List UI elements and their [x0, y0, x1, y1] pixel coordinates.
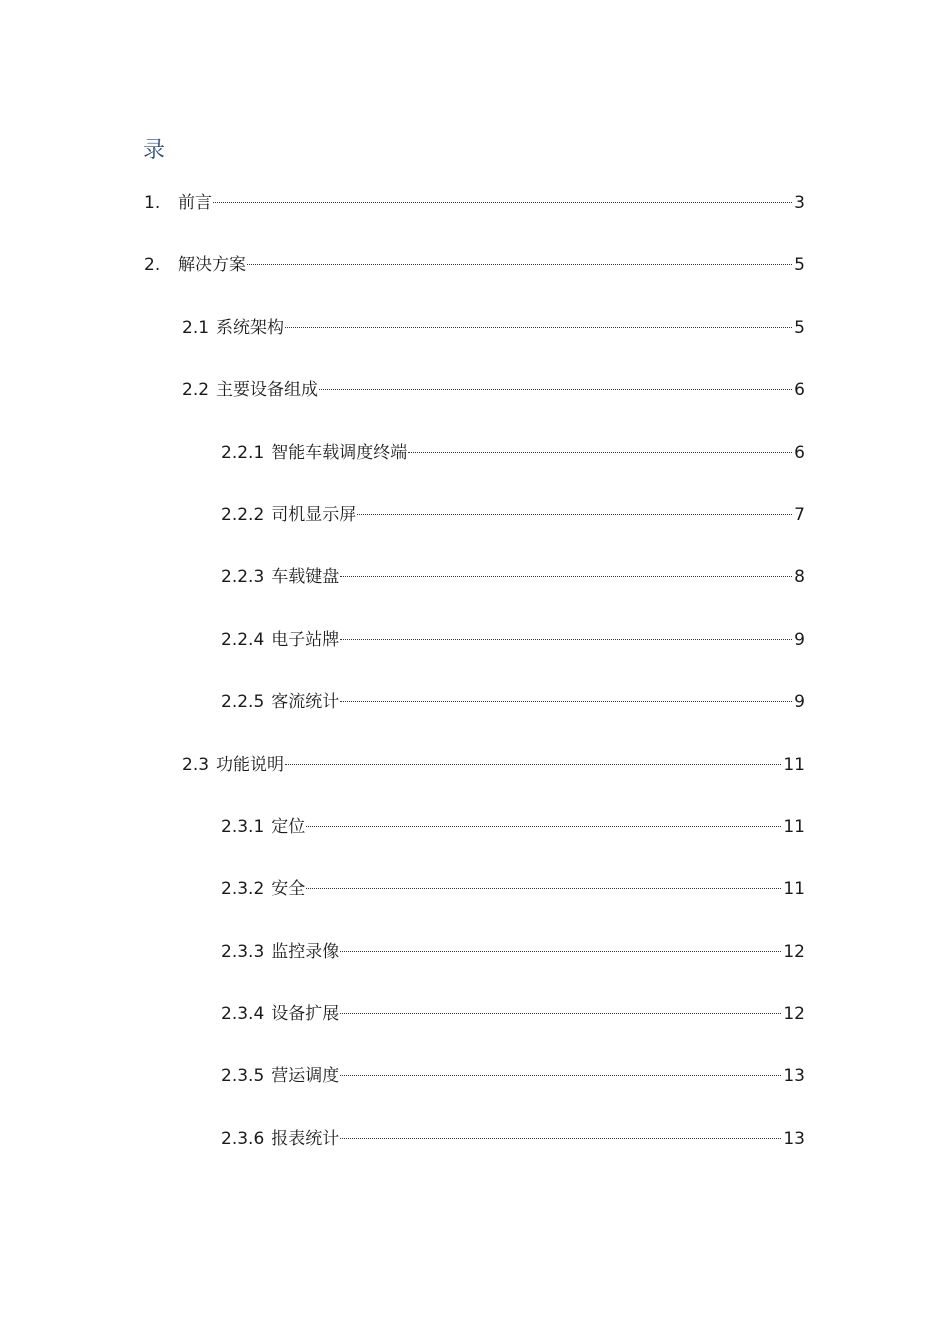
- toc-entry-page: 12: [783, 941, 805, 962]
- toc-entry-link[interactable]: [221, 1061, 805, 1091]
- toc-entry-page: 5: [794, 317, 805, 338]
- toc-entry-link[interactable]: [221, 625, 805, 655]
- toc-dot-leader: [285, 764, 781, 765]
- toc-entry-number: 2.2.5: [221, 692, 265, 713]
- toc-entry-link[interactable]: [221, 500, 805, 530]
- toc-entry-title: 营运调度: [271, 1066, 340, 1087]
- toc-entry-number: 2.3.3: [221, 941, 265, 962]
- toc-entry-title: 主要设备组成: [216, 380, 319, 401]
- toc-dot-leader: [340, 1075, 781, 1076]
- toc-entry-link[interactable]: [144, 188, 805, 218]
- toc-entry: [0, 375, 950, 437]
- toc-entry-number: 2.3: [182, 754, 210, 775]
- toc-entry: [0, 937, 950, 999]
- toc-dot-leader: [285, 327, 792, 328]
- toc-entry: [0, 999, 950, 1061]
- toc-entry: [0, 188, 950, 250]
- toc-entry: [0, 1124, 950, 1186]
- toc-entry-link[interactable]: [182, 313, 805, 343]
- toc-entry-number: 2.1: [182, 317, 210, 338]
- toc-dot-leader: [408, 452, 792, 453]
- toc-entry-link[interactable]: [221, 562, 805, 592]
- toc-entry-number: 2.2.1: [221, 442, 265, 463]
- toc-entry-link[interactable]: [221, 937, 805, 967]
- toc-entry-page: 12: [783, 1004, 805, 1025]
- toc-entry-page: 5: [794, 255, 805, 276]
- toc-entry: [0, 313, 950, 375]
- toc-entry-page: 6: [794, 442, 805, 463]
- toc-entry-link[interactable]: [221, 438, 805, 468]
- toc-entry: [0, 562, 950, 624]
- toc-entry: [0, 687, 950, 749]
- toc-entry-link[interactable]: [182, 375, 805, 405]
- toc-entry-link[interactable]: [144, 250, 805, 280]
- toc-entry: [0, 1061, 950, 1123]
- toc-dot-leader: [306, 826, 781, 827]
- toc-dot-leader: [340, 576, 792, 577]
- toc-entry-link[interactable]: [221, 999, 805, 1029]
- toc-entry-title: 客流统计: [271, 692, 340, 713]
- toc-entry-title: 电子站牌: [271, 629, 340, 650]
- toc-entry-page: 11: [783, 754, 805, 775]
- toc-entry-title: 系统架构: [216, 317, 285, 338]
- toc-entry-title: 功能说明: [216, 754, 285, 775]
- toc-entry-number: 2.3.2: [221, 879, 265, 900]
- toc-entry: [0, 438, 950, 500]
- toc-entry-number: 2.3.5: [221, 1066, 265, 1087]
- toc-dot-leader: [340, 1013, 781, 1014]
- toc-entry-title: 安全: [271, 879, 306, 900]
- toc-entry-number: 2.3.4: [221, 1004, 265, 1025]
- toc-dot-leader: [340, 951, 781, 952]
- toc-entry-number: 2.: [144, 255, 161, 276]
- toc-dot-leader: [340, 1138, 781, 1139]
- toc-dot-leader: [357, 514, 792, 515]
- toc-entry-page: 8: [794, 567, 805, 588]
- toc-entry-title: 司机显示屏: [271, 504, 357, 525]
- toc-entry: [0, 812, 950, 874]
- toc-entry-title: 报表统计: [271, 1128, 340, 1149]
- toc-entry-page: 13: [783, 1066, 805, 1087]
- toc-entry: [0, 250, 950, 312]
- toc-dot-leader: [306, 888, 781, 889]
- toc-entry-page: 3: [794, 193, 805, 213]
- toc-entry-number: 2.3.1: [221, 816, 265, 837]
- toc-entry-page: 11: [783, 816, 805, 837]
- toc-entry-title: 解决方案: [178, 255, 246, 276]
- toc-entry-link[interactable]: [221, 874, 805, 904]
- toc-entry-number: 2.2: [182, 380, 210, 401]
- toc-entry-number: 2.3.6: [221, 1128, 265, 1149]
- toc-entry-link[interactable]: [221, 687, 805, 717]
- toc-entry-number: 1.: [144, 193, 161, 213]
- toc-entry-title: 前言: [178, 193, 212, 213]
- toc-entry-number: 2.2.3: [221, 567, 265, 588]
- toc-dot-leader: [247, 264, 792, 265]
- toc-entry-page: 7: [794, 504, 805, 525]
- toc-dot-leader: [213, 202, 792, 203]
- toc-entry-page: 9: [794, 692, 805, 713]
- toc-dot-leader: [340, 701, 792, 702]
- toc-dot-leader: [340, 639, 792, 640]
- toc-entry: [0, 750, 950, 812]
- toc-entry: [0, 500, 950, 562]
- toc-entry-page: 9: [794, 629, 805, 650]
- toc-entry-number: 2.2.4: [221, 629, 265, 650]
- toc-entry-title: 定位: [271, 816, 306, 837]
- toc-entry-page: 13: [783, 1128, 805, 1149]
- toc-entry-title: 监控录像: [271, 941, 340, 962]
- toc-heading: 录: [143, 138, 166, 163]
- table-of-contents: [0, 188, 950, 1186]
- toc-dot-leader: [319, 389, 792, 390]
- toc-entry-link[interactable]: [221, 1124, 805, 1154]
- toc-entry-page: 11: [783, 879, 805, 900]
- toc-entry: [0, 874, 950, 936]
- toc-entry-title: 设备扩展: [271, 1004, 340, 1025]
- toc-entry-title: 车载键盘: [271, 567, 340, 588]
- toc-entry: [0, 625, 950, 687]
- toc-entry-link[interactable]: [182, 750, 805, 780]
- toc-entry-link[interactable]: [221, 812, 805, 842]
- toc-entry-title: 智能车载调度终端: [271, 442, 408, 463]
- toc-entry-page: 6: [794, 380, 805, 401]
- toc-entry-number: 2.2.2: [221, 504, 265, 525]
